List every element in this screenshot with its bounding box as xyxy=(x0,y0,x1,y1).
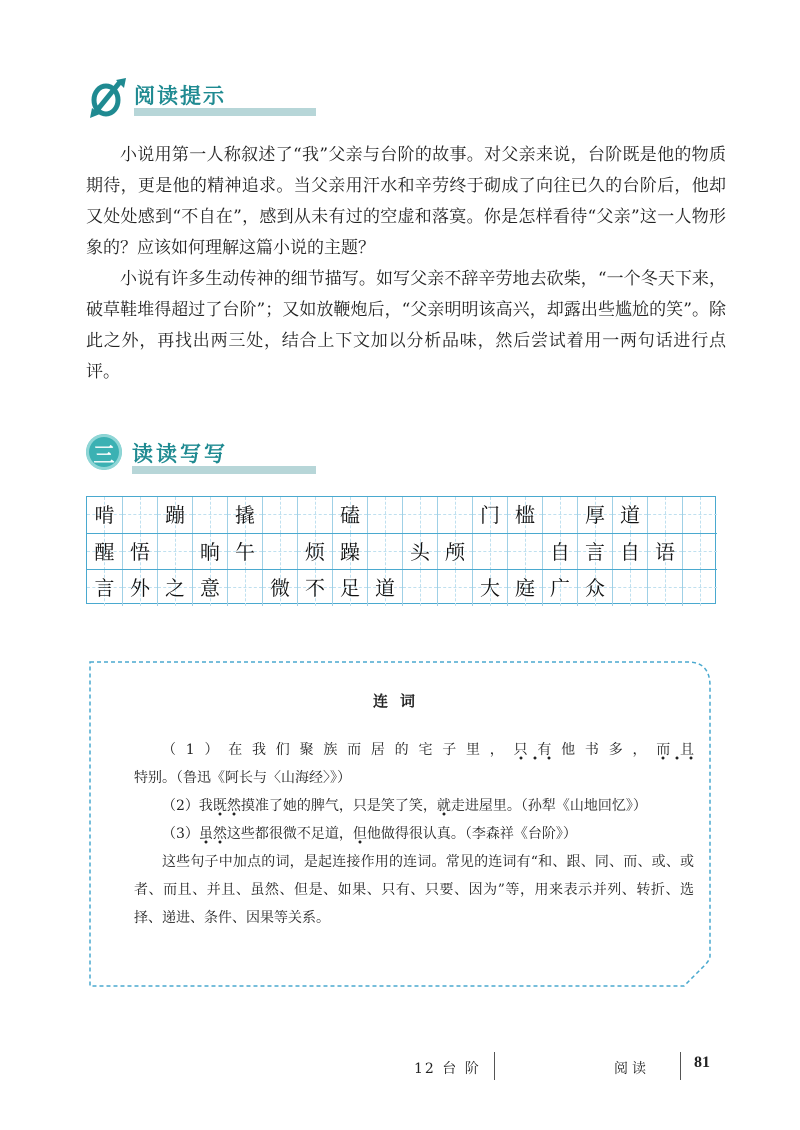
grid-cell xyxy=(87,497,122,533)
grid-cell xyxy=(507,570,542,606)
grid-character: 道 xyxy=(620,503,640,527)
grid-row xyxy=(87,497,717,533)
paragraph: 小说用第一人称叙述了“我”父亲与台阶的故事。对父亲来说，台阶既是他的物质期待，更是他的精神追求。当父亲用汗水和辛劳终于砌成了向往已久的台阶后，他却又处处感到“不自在”，感到从未有过的空虚和落寞。你是怎样看待“父亲”这一人物形象的？应该如何理解这篇小说的主题？ xyxy=(86,145,726,258)
writing-grid xyxy=(86,496,716,604)
grid-character: 门 xyxy=(480,503,500,527)
grid-character: 躁 xyxy=(340,540,360,564)
grid-character: 语 xyxy=(655,540,675,564)
grid-cell xyxy=(472,497,507,533)
sentence-text: 我 xyxy=(198,798,213,814)
emphasized-conjunction: 但 xyxy=(353,826,367,845)
read-write-title: 读读写写 xyxy=(132,442,228,466)
grid-character: 醒 xyxy=(94,540,115,564)
example-sentence xyxy=(134,820,694,848)
sentence-text: 走进屋里。（孙犁《山地回忆》） xyxy=(450,798,647,814)
grid-character: 磕 xyxy=(340,503,360,527)
grid-cell xyxy=(192,534,227,570)
conclusion-text: 这些句子中加点的词，是起连接作用的连词。常见的连词有“和、跟、同、而、或、或者、而且、并且、虽然、但是、如果、只有、只要、因为”等，用来表示并列、转折、选择、递进、条件、因果等关系。 xyxy=(134,854,694,926)
grid-cell xyxy=(647,497,682,533)
grid-character: 蹦 xyxy=(165,503,185,527)
grid-character: 之 xyxy=(165,576,185,600)
grid-cell xyxy=(612,534,647,570)
grid-cell xyxy=(542,497,577,533)
grid-cell xyxy=(507,534,542,570)
paragraph: 小说有许多生动传神的细节描写。如写父亲不辞辛劳地去砍柴，“一个冬天下来，破草鞋堆得超过了台阶”；又如放鞭炮后，“父亲明明该高兴，却露出些尴尬的笑”。除此之外，再找出两三处，结合上下文加以分析品味，然后尝试着用一两句话进行点评。 xyxy=(86,269,726,382)
grid-cell xyxy=(647,534,682,570)
grid-cell xyxy=(227,570,262,606)
grid-cell xyxy=(577,497,612,533)
grid-cell xyxy=(577,570,612,606)
example-sentence xyxy=(134,792,694,820)
sentence-text: 在我们聚族而居的宅子里， xyxy=(228,742,514,758)
grid-row xyxy=(87,569,717,605)
grid-character: 不 xyxy=(305,576,325,600)
grid-cell xyxy=(367,534,402,570)
grid-character: 足 xyxy=(340,576,360,600)
grid-character: 众 xyxy=(585,576,605,600)
sentence-text: 他书多， xyxy=(561,742,657,758)
grid-cell xyxy=(682,570,717,606)
grid-cell xyxy=(682,534,717,570)
box-body xyxy=(134,736,694,932)
grid-cell xyxy=(332,534,367,570)
grid-cell xyxy=(262,570,297,606)
grid-cell xyxy=(472,570,507,606)
grid-character: 微 xyxy=(270,576,290,600)
grid-cell xyxy=(227,534,262,570)
grid-cell xyxy=(157,497,192,533)
grid-character: 头 xyxy=(410,540,430,564)
grammar-note-box xyxy=(88,660,712,990)
emphasized-conjunction: 虽然 xyxy=(199,826,227,845)
grid-character: 啃 xyxy=(94,503,115,527)
page-number: 81 xyxy=(694,1054,710,1071)
emphasized-conjunction: 只有 xyxy=(514,742,562,761)
grid-cell xyxy=(87,570,122,606)
grid-cell xyxy=(157,534,192,570)
grid-cell xyxy=(122,570,157,606)
grid-character: 烦 xyxy=(305,540,325,564)
grid-cell xyxy=(227,497,262,533)
grid-character: 大 xyxy=(480,576,500,600)
arrows-loop-icon xyxy=(86,74,132,120)
example-number: （1） xyxy=(162,742,229,758)
grid-cell xyxy=(262,497,297,533)
emphasized-conjunction: 就 xyxy=(437,798,451,817)
reading-tips-title: 阅读提示 xyxy=(134,84,226,108)
grid-cell xyxy=(332,570,367,606)
title-underline xyxy=(132,466,316,474)
title-underline xyxy=(134,108,316,116)
grid-cell xyxy=(297,570,332,606)
grid-cell xyxy=(542,534,577,570)
sentence-text: 特别。（鲁迅《阿长与〈山海经〉》） xyxy=(134,770,351,786)
grid-cell xyxy=(402,534,437,570)
grid-cell xyxy=(157,570,192,606)
grid-cell xyxy=(297,534,332,570)
grid-cell xyxy=(87,534,122,570)
grid-cell xyxy=(402,570,437,606)
sentence-text: 摸准了她的脾气，只是笑了笑， xyxy=(240,798,437,814)
grid-cell xyxy=(647,570,682,606)
grid-character: 言 xyxy=(94,576,115,600)
grid-cell xyxy=(577,534,612,570)
grid-cell xyxy=(367,570,402,606)
grid-character: 颅 xyxy=(445,540,465,564)
divider xyxy=(680,1052,681,1080)
sentence-text: 这些都很微不足道， xyxy=(226,826,353,842)
grid-cell xyxy=(122,534,157,570)
section-number-badge xyxy=(86,434,122,470)
example-sentence xyxy=(134,736,694,792)
grid-cell xyxy=(507,497,542,533)
grid-cell xyxy=(402,497,437,533)
grid-character: 晌 xyxy=(200,540,220,564)
grid-cell xyxy=(192,570,227,606)
example-number: （3） xyxy=(162,826,199,842)
lesson-label: 12 台 阶 xyxy=(414,1061,481,1077)
grid-character: 撬 xyxy=(235,503,255,527)
grid-character: 自 xyxy=(550,540,570,564)
grid-character: 言 xyxy=(585,540,605,564)
emphasized-conjunction: 既然 xyxy=(213,798,241,817)
grid-cell xyxy=(472,534,507,570)
reading-tips-body xyxy=(86,140,726,388)
grid-cell xyxy=(122,497,157,533)
example-number: （2） xyxy=(162,798,199,814)
grid-character: 自 xyxy=(620,540,640,564)
box-title: 连词 xyxy=(372,692,427,710)
grid-character: 厚 xyxy=(585,503,605,527)
grid-cell xyxy=(612,570,647,606)
section-label: 阅读 xyxy=(614,1061,650,1077)
sentence-text: 他做得很认真。（李森祥《台阶》） xyxy=(366,826,577,842)
section-number: 三 xyxy=(93,443,115,467)
grid-cell xyxy=(332,497,367,533)
grid-cell xyxy=(262,534,297,570)
emphasized-conjunction: 而且 xyxy=(656,742,694,761)
grid-row xyxy=(87,533,717,569)
divider xyxy=(494,1052,495,1080)
grid-character: 意 xyxy=(200,576,220,600)
grid-cell xyxy=(437,570,472,606)
grid-cell xyxy=(437,534,472,570)
grid-cell xyxy=(297,497,332,533)
grid-cell xyxy=(682,497,717,533)
grid-cell xyxy=(542,570,577,606)
grid-character: 外 xyxy=(130,576,150,600)
grid-character: 庭 xyxy=(515,576,535,600)
grid-character: 午 xyxy=(235,540,255,564)
grid-cell xyxy=(612,497,647,533)
grid-character: 道 xyxy=(375,576,395,600)
grid-character: 槛 xyxy=(515,503,535,527)
grid-cell xyxy=(367,497,402,533)
grid-cell xyxy=(437,497,472,533)
grid-character: 广 xyxy=(550,576,570,600)
grid-cell xyxy=(192,497,227,533)
grid-character: 悟 xyxy=(130,540,150,564)
